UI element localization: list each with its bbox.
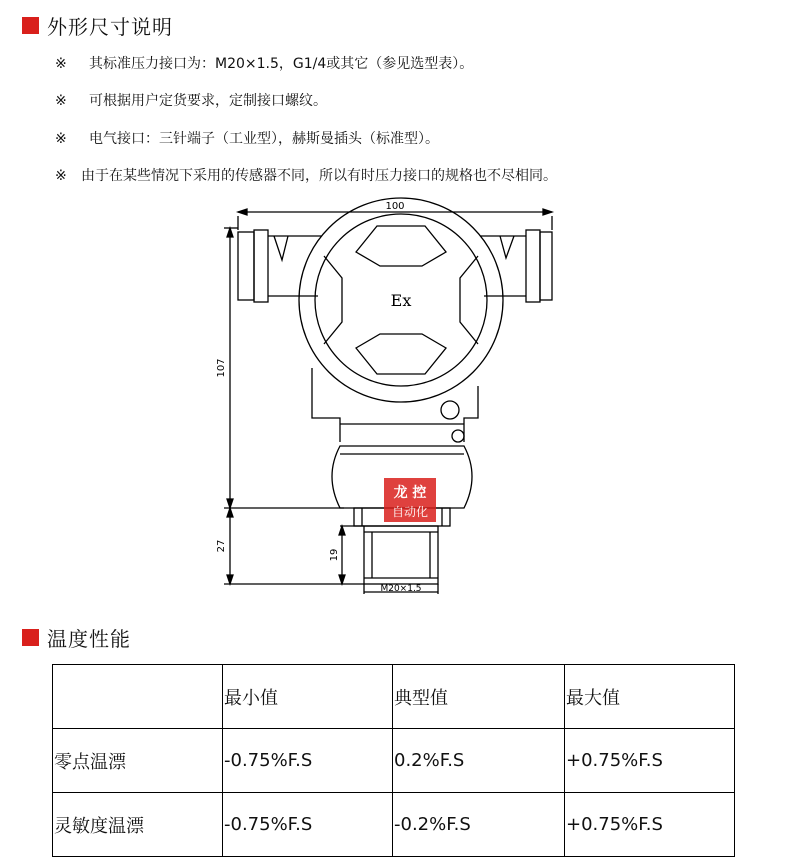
dim-height-main-label: 107: [216, 358, 227, 378]
note-text: 电气接口：三针端子（工业型），赫斯曼插头（标准型）。: [89, 131, 439, 147]
red-square-icon: [22, 629, 39, 646]
table-header-cell: [53, 665, 223, 729]
table-cell: -0.75%F.S: [223, 729, 393, 793]
table-header-row: [53, 665, 735, 729]
section-title: 温度性能: [47, 627, 131, 651]
section-title: 外形尺寸说明: [47, 15, 173, 39]
table-cell: -0.2%F.S: [393, 793, 565, 857]
table-row: [53, 793, 735, 857]
red-square-icon: [22, 17, 39, 34]
left-cable-gland: [238, 232, 254, 300]
left-arm: [268, 236, 322, 296]
table-cell: +0.75%F.S: [565, 729, 735, 793]
note-item: [55, 128, 439, 148]
section-heading-temperature: [22, 623, 131, 652]
note-item: [55, 53, 473, 73]
thread-fitting: [364, 526, 438, 584]
thread-label: M20×1.5: [380, 584, 422, 594]
ex-mark: Ex: [390, 291, 412, 310]
right-gland-nut: [526, 230, 540, 302]
section-heading-dimensions: [22, 11, 173, 40]
watermark-line2: 自动化: [391, 505, 429, 519]
reference-mark-icon: ※: [55, 168, 67, 184]
dim-width-label: 100: [385, 201, 405, 212]
screw: [452, 430, 464, 442]
cover-rib-right: [460, 256, 478, 344]
table-cell: 灵敏度温漂: [53, 793, 223, 857]
note-item: [55, 165, 557, 185]
cover-rib-top: [356, 226, 446, 266]
screw: [441, 401, 459, 419]
table-row: [53, 729, 735, 793]
note-text: 可根据用户定货要求，定制接口螺纹。: [89, 93, 327, 109]
watermark-line1: 龙 控: [393, 485, 427, 501]
neck-right: [464, 386, 478, 442]
note-text: 由于在某些情况下采用的传感器不同，所以有时压力接口的规格也不尽相同。: [81, 168, 557, 184]
arrow-head: [238, 209, 247, 215]
arrow-head: [543, 209, 552, 215]
reference-mark-icon: ※: [55, 93, 67, 109]
table-cell: +0.75%F.S: [565, 793, 735, 857]
reference-mark-icon: ※: [55, 131, 67, 147]
table-header-cell: 最小值: [223, 665, 393, 729]
table-cell: -0.75%F.S: [223, 793, 393, 857]
note-text: 其标准压力接口为：M20×1.5，G1/4或其它（参见选型表）。: [89, 56, 474, 72]
reference-mark-icon: ※: [55, 56, 67, 72]
dim-height-lower-label: 27: [216, 539, 227, 553]
table-cell: 0.2%F.S: [393, 729, 565, 793]
table-cell: 零点温漂: [53, 729, 223, 793]
left-gland-nut: [254, 230, 268, 302]
dimension-drawing: [214, 196, 559, 601]
temperature-performance-table: [52, 664, 735, 857]
table-header-cell: 典型值: [393, 665, 565, 729]
cover-rib-left: [324, 256, 342, 344]
right-cable-gland: [540, 232, 552, 300]
cover-rib-bottom: [356, 334, 446, 374]
dim-thread-height-label: 19: [329, 548, 340, 562]
note-item: [55, 90, 327, 110]
watermark-logo: [384, 478, 436, 522]
table-header-cell: 最大值: [565, 665, 735, 729]
